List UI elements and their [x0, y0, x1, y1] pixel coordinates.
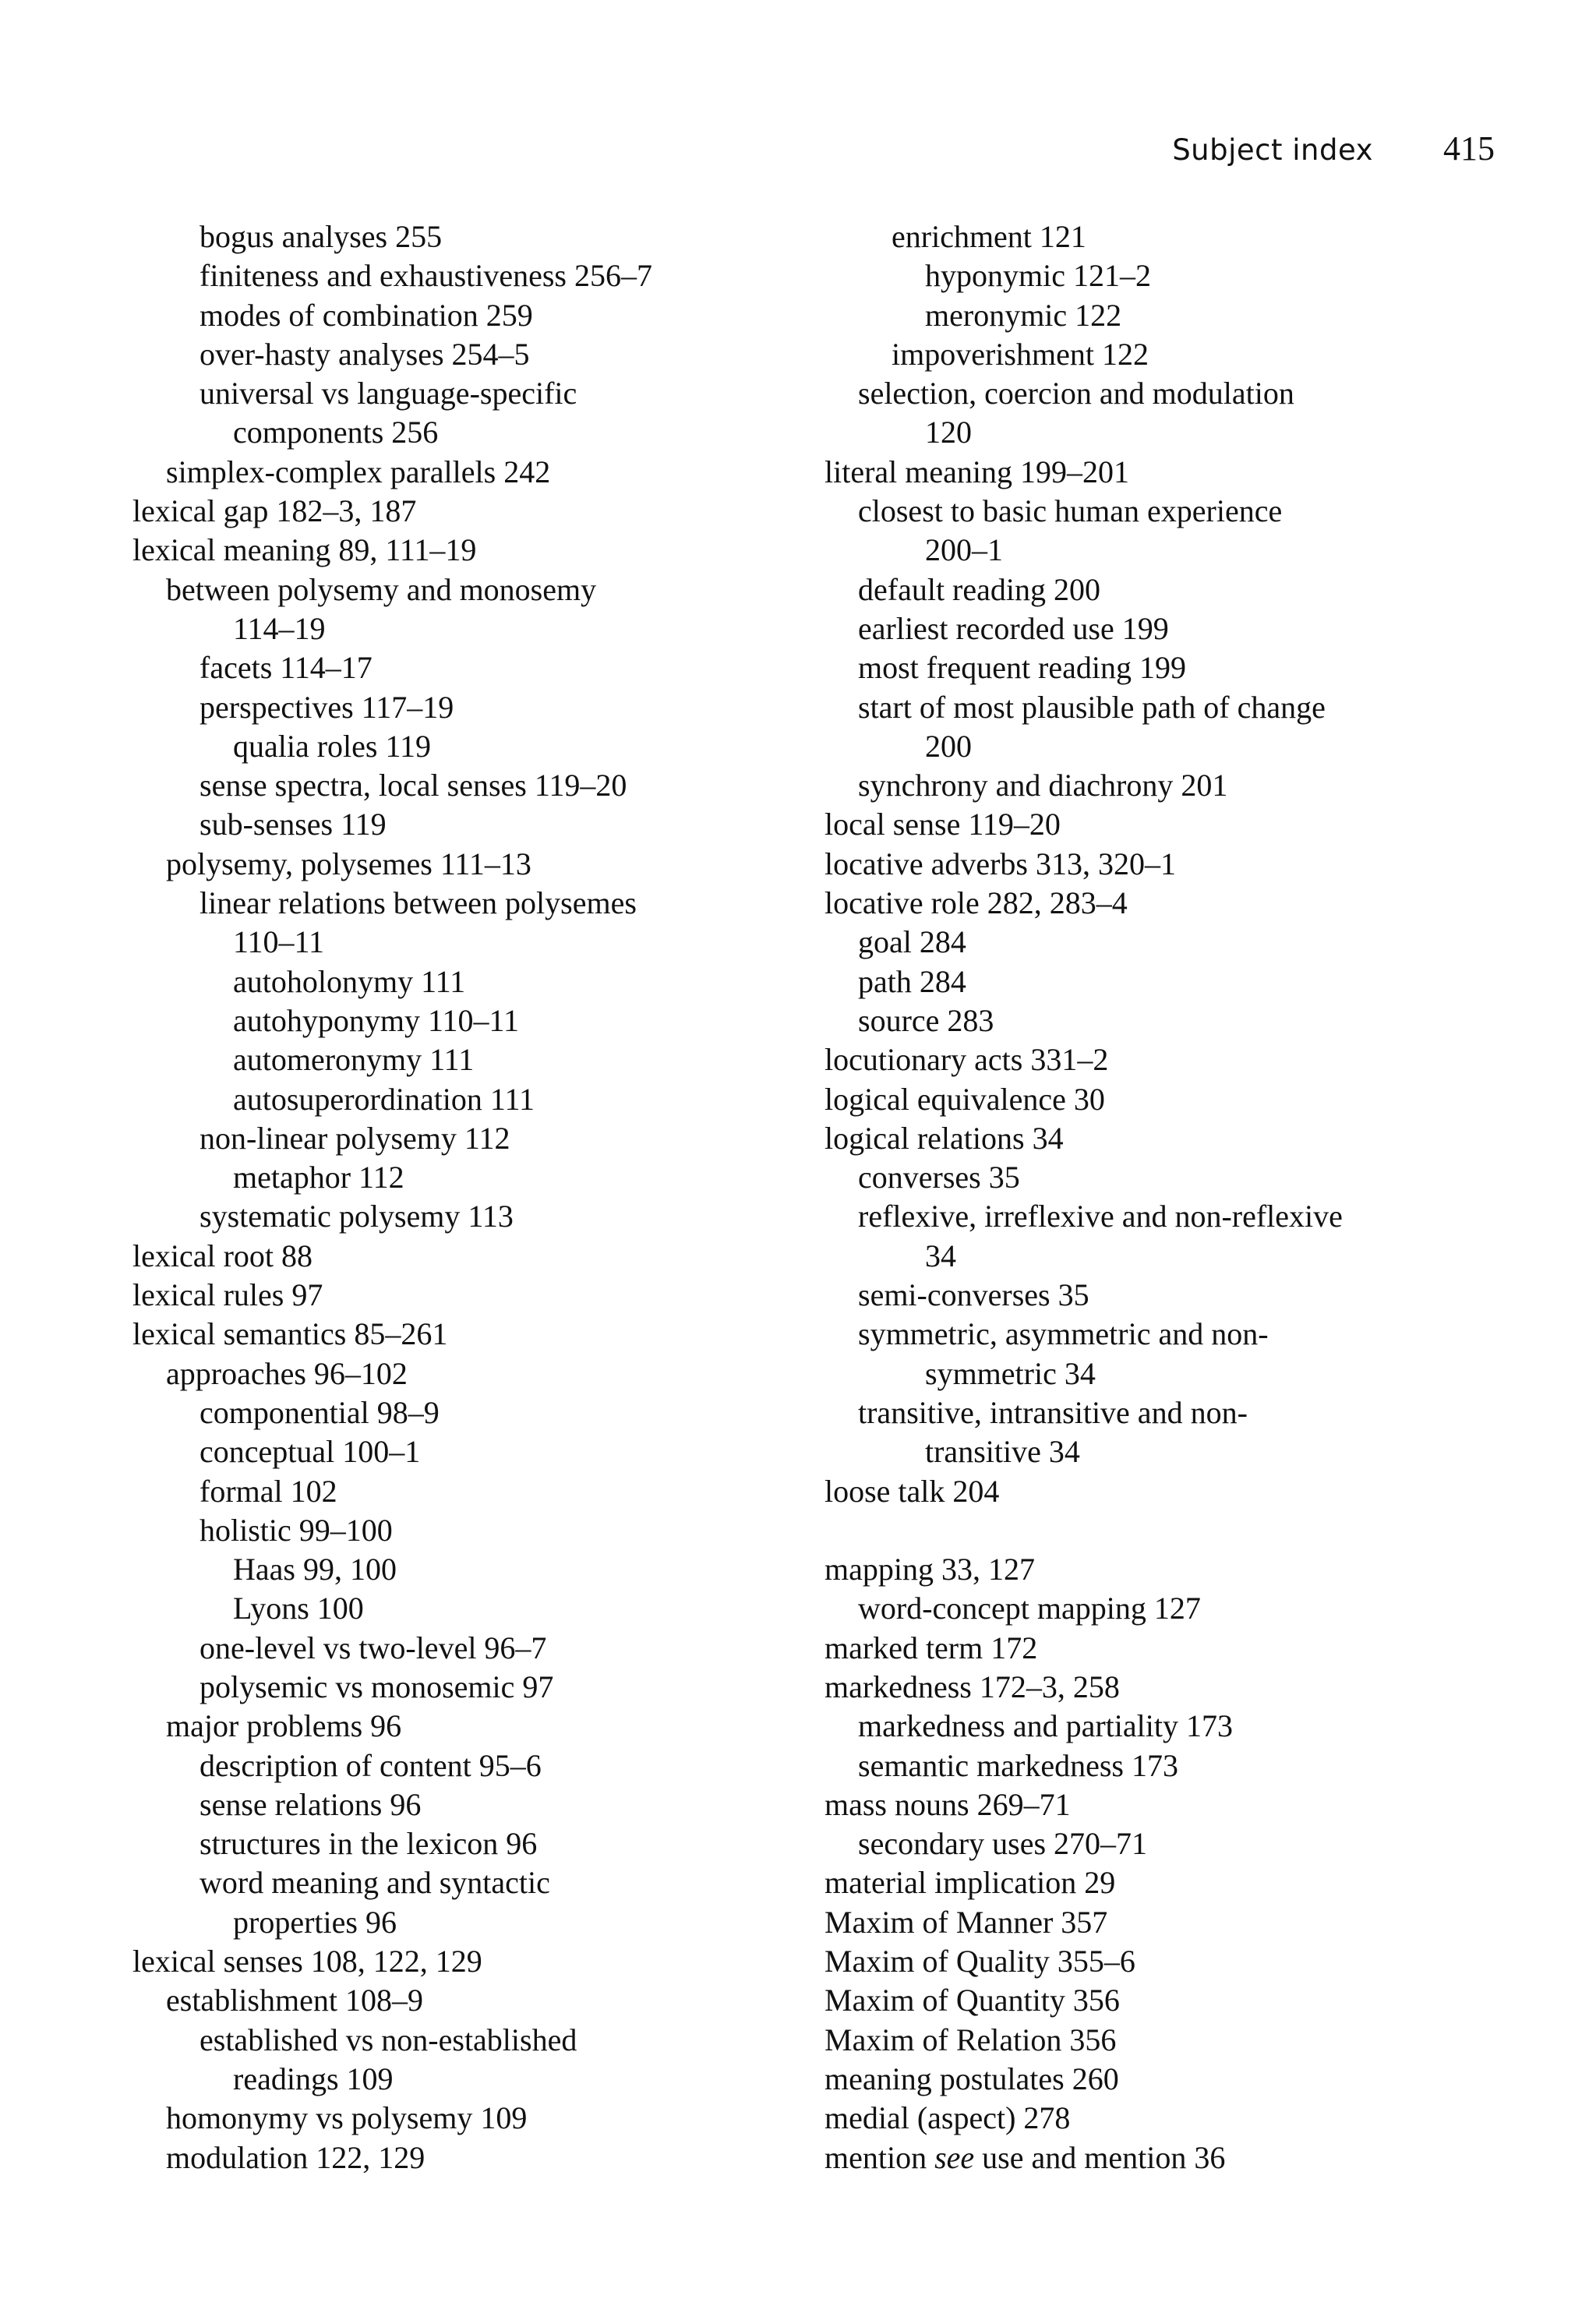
- index-entry-text: over-hasty analyses 254–5: [200, 336, 530, 372]
- index-entry: [824, 766, 1448, 805]
- index-entry-text: lexical gap 182–3, 187: [132, 493, 417, 529]
- index-entry: [824, 335, 1448, 374]
- index-entry-text: locutionary acts 331–2: [824, 1042, 1109, 1078]
- index-entry-text: logical relations 34: [824, 1120, 1064, 1156]
- index-entry-text: Maxim of Quality 355–6: [824, 1944, 1135, 1979]
- index-entry: [132, 1942, 756, 1981]
- page-number: 415: [1443, 129, 1495, 168]
- index-entry-text: semantic markedness 173: [858, 1747, 1178, 1783]
- index-entry-text: readings 109: [233, 2061, 394, 2096]
- index-entry: [132, 1393, 756, 1432]
- index-entry-text: markedness and partiality 173: [858, 1708, 1233, 1744]
- index-entry-text: converses 35: [858, 1160, 1020, 1195]
- index-entry: [824, 609, 1448, 648]
- index-entry: [132, 1080, 756, 1119]
- index-entry: [132, 1432, 756, 1471]
- index-entry: [132, 1001, 756, 1040]
- index-entry-text: modulation 122, 129: [166, 2139, 425, 2175]
- index-entry: [824, 256, 1448, 295]
- index-entry: [132, 492, 756, 531]
- index-entry-text: autoholonymy 111: [233, 963, 466, 999]
- index-entry: [132, 1629, 756, 1668]
- index-entry-text: automeronymy 111: [233, 1042, 475, 1078]
- index-entry: [132, 1276, 756, 1315]
- index-entry: [132, 648, 756, 687]
- index-entry: [824, 1589, 1448, 1628]
- index-entry-text: components 256: [233, 415, 439, 450]
- index-entry-text: meronymic 122: [925, 297, 1122, 333]
- index-entry: [132, 2099, 756, 2138]
- index-entry: [132, 2060, 756, 2099]
- index-entry-text: word-concept mapping 127: [858, 1591, 1201, 1626]
- index-entry-text: between polysemy and monosemy: [166, 571, 597, 607]
- index-entry-text: description of content 95–6: [200, 1747, 542, 1783]
- index-entry: [824, 374, 1448, 413]
- index-entry-text: universal vs language-specific: [200, 376, 577, 411]
- index-entry: [132, 2138, 756, 2177]
- index-entry: [824, 1237, 1448, 1276]
- index-entry-text: approaches 96–102: [166, 1355, 408, 1391]
- index-entry-text: facets 114–17: [200, 650, 373, 686]
- index-entry: [824, 570, 1448, 609]
- index-entry: [824, 648, 1448, 687]
- index-entry-text: material implication 29: [824, 1865, 1116, 1901]
- index-entry-text: closest to basic human experience: [858, 493, 1283, 529]
- index-entry: [824, 413, 1448, 452]
- index-entry: [824, 1981, 1448, 2020]
- index-entry: [132, 1511, 756, 1550]
- index-entry: [132, 1119, 756, 1158]
- index-entry-text: markedness 172–3, 258: [824, 1669, 1120, 1704]
- index-entry: [132, 296, 756, 335]
- index-entry: [132, 453, 756, 492]
- index-entry-text: reflexive, irreflexive and non-reflexive: [858, 1199, 1343, 1234]
- index-entry: [132, 1746, 756, 1785]
- index-entry-text: semi-converses 35: [858, 1277, 1089, 1313]
- index-entry-text: marked term 172: [824, 1630, 1038, 1665]
- index-entry-text: 200: [925, 728, 972, 764]
- index-entry: [824, 217, 1448, 256]
- index-entry-text: qualia roles 119: [233, 728, 432, 764]
- index-entry-text: mapping 33, 127: [824, 1552, 1035, 1587]
- index-entry: [132, 1707, 756, 1746]
- index-entry-text: lexical root 88: [132, 1238, 313, 1273]
- index-entry-text: enrichment 121: [892, 219, 1086, 254]
- index-entry: [132, 531, 756, 570]
- index-entry: [824, 1040, 1448, 1079]
- index-entry-text: 200–1: [925, 532, 1003, 568]
- index-column-right: [824, 217, 1448, 2177]
- index-entry: [132, 609, 756, 648]
- index-entry-text: locative role 282, 283–4: [824, 885, 1128, 921]
- index-entry: [824, 1824, 1448, 1863]
- index-entry-text: most frequent reading 199: [858, 650, 1186, 686]
- index-entry: [824, 1393, 1448, 1432]
- index-entry-text: structures in the lexicon 96: [200, 1826, 538, 1862]
- index-entry-text: Maxim of Manner 357: [824, 1904, 1108, 1940]
- index-entry-text: one-level vs two-level 96–7: [200, 1630, 547, 1665]
- index-entry: [132, 1158, 756, 1197]
- index-entry: [824, 1354, 1448, 1393]
- index-entry-text: synchrony and diachrony 201: [858, 768, 1228, 803]
- index-entry: [824, 1785, 1448, 1824]
- index-entry: [132, 335, 756, 374]
- index-entry-text: sense spectra, local senses 119–20: [200, 768, 627, 803]
- index-entry: [132, 1981, 756, 2020]
- index-entry: [824, 1080, 1448, 1119]
- index-entry-text: default reading 200: [858, 571, 1100, 607]
- index-entry-text: medial (aspect) 278: [824, 2100, 1071, 2136]
- index-entry-text: holistic 99–100: [200, 1512, 393, 1548]
- index-entry-text: properties 96: [233, 1904, 397, 1940]
- index-entry: [824, 688, 1448, 727]
- index-entry-text: hyponymic 121–2: [925, 258, 1151, 294]
- index-entry-text: systematic polysemy 113: [200, 1199, 514, 1234]
- index-entry-text: start of most plausible path of change: [858, 689, 1326, 725]
- index-entry-text: bogus analyses 255: [200, 219, 443, 254]
- running-head: Subject index: [1172, 133, 1373, 167]
- index-entry-text: word meaning and syntactic: [200, 1865, 550, 1901]
- index-entry: [132, 1315, 756, 1354]
- index-entry-text: metaphor 112: [233, 1160, 404, 1195]
- index-entry: [132, 256, 756, 295]
- index-entry: [132, 1550, 756, 1589]
- index-entry-text: mass nouns 269–71: [824, 1786, 1071, 1822]
- index-entry: [132, 1903, 756, 1942]
- index-entry: [132, 962, 756, 1001]
- index-entry: [132, 1824, 756, 1863]
- index-entry-text: 120: [925, 415, 972, 450]
- index-entry: [824, 1668, 1448, 1707]
- index-entry: [824, 1315, 1448, 1354]
- index-entry-text: simplex-complex parallels 242: [166, 454, 551, 489]
- index-entry-text: autohyponymy 110–11: [233, 1002, 520, 1038]
- index-entry: [132, 374, 756, 413]
- index-entry-text: earliest recorded use 199: [858, 610, 1169, 646]
- index-entry: [824, 1432, 1448, 1471]
- index-entry: [824, 1863, 1448, 1902]
- index-entry-text: autosuperordination 111: [233, 1081, 535, 1117]
- index-entry-text: homonymy vs polysemy 109: [166, 2100, 528, 2136]
- index-column-left: [132, 217, 756, 2177]
- index-entry-text: transitive, intransitive and non-: [858, 1394, 1248, 1430]
- index-entry-text: logical equivalence 30: [824, 1081, 1105, 1117]
- index-entry: [824, 1158, 1448, 1197]
- index-entry: [132, 1237, 756, 1276]
- index-entry: [824, 1903, 1448, 1942]
- index-entry: [132, 845, 756, 884]
- index-entry-text: lexical semantics 85–261: [132, 1316, 448, 1352]
- index-entry: [824, 492, 1448, 531]
- index-entry: [824, 1001, 1448, 1040]
- index-entry: [824, 727, 1448, 766]
- index-entry-text: established vs non-established: [200, 2022, 577, 2057]
- index-entry: [824, 2021, 1448, 2060]
- index-entry-text: conceptual 100–1: [200, 1434, 421, 1470]
- index-entry: [824, 805, 1448, 844]
- index-entry-text: impoverishment 122: [892, 336, 1149, 372]
- index-entry: [824, 1197, 1448, 1236]
- index-entry-text: finiteness and exhaustiveness 256–7: [200, 258, 652, 294]
- index-entry-text: mention: [824, 2139, 927, 2175]
- index-entry: [824, 1550, 1448, 1589]
- index-entry: [824, 962, 1448, 1001]
- index-entry-text: Maxim of Relation 356: [824, 2022, 1117, 2057]
- index-entry: [132, 688, 756, 727]
- index-entry-text: loose talk 204: [824, 1473, 1000, 1509]
- index-entry: [824, 1629, 1448, 1668]
- index-entry: [824, 1942, 1448, 1981]
- page-header: [1172, 129, 1495, 168]
- index-entry: [132, 884, 756, 923]
- index-entry-text: literal meaning 199–201: [824, 454, 1130, 489]
- index-entry: [132, 805, 756, 844]
- index-entry-text: lexical rules 97: [132, 1277, 323, 1313]
- index-entry: [132, 766, 756, 805]
- index-entry-text: locative adverbs 313, 320–1: [824, 846, 1176, 881]
- index-entry: [824, 1472, 1448, 1511]
- index-entry: [824, 1276, 1448, 1315]
- index-entry-text: secondary uses 270–71: [858, 1826, 1148, 1862]
- index-entry: [132, 1354, 756, 1393]
- index-entry-text: Haas 99, 100: [233, 1552, 397, 1587]
- index-entry-text: Maxim of Quantity 356: [824, 1983, 1120, 2018]
- index-entry: [824, 845, 1448, 884]
- index-entry: [132, 923, 756, 962]
- index-entry: [824, 923, 1448, 962]
- index-entry: [132, 217, 756, 256]
- index-entry-text: sub-senses 119: [200, 807, 387, 842]
- index-entry: [132, 1197, 756, 1236]
- index-entry: [824, 1746, 1448, 1785]
- index-entry-text: path 284: [858, 963, 966, 999]
- index-entry: [132, 1785, 756, 1824]
- index-entry-text: componential 98–9: [200, 1394, 440, 1430]
- index-entry-text: symmetric, asymmetric and non-: [858, 1316, 1269, 1352]
- index-entry-text: meaning postulates 260: [824, 2061, 1119, 2096]
- index-entry-text: local sense 119–20: [824, 807, 1061, 842]
- index-section-gap: [824, 1511, 1448, 1550]
- cross-reference-target: use and mention 36: [982, 2139, 1226, 2175]
- index-entry: [132, 1040, 756, 1079]
- index-entry-text: lexical senses 108, 122, 129: [132, 1944, 482, 1979]
- index-entry-text: linear relations between polysemes: [200, 885, 637, 921]
- index-entry: [132, 1863, 756, 1902]
- index-entry-text: 114–19: [233, 610, 326, 646]
- index-entry-text: polysemic vs monosemic 97: [200, 1669, 554, 1704]
- index-entry-text: lexical meaning 89, 111–19: [132, 532, 477, 568]
- index-entry: [824, 296, 1448, 335]
- index-entry: [824, 1707, 1448, 1746]
- index-entry-text: major problems 96: [166, 1708, 402, 1744]
- index-entry: [824, 531, 1448, 570]
- index-entry-text: 110–11: [233, 924, 325, 960]
- index-entry-text: 34: [925, 1238, 956, 1273]
- index-entry-text: source 283: [858, 1002, 994, 1038]
- index-entry: [824, 2099, 1448, 2138]
- index-entry: [132, 1472, 756, 1511]
- index-entry: [824, 884, 1448, 923]
- index-entry-text: sense relations 96: [200, 1786, 422, 1822]
- index-entry-text: formal 102: [200, 1473, 337, 1509]
- index-entry: [132, 1668, 756, 1707]
- index-entry-text: perspectives 117–19: [200, 689, 454, 725]
- index-entry: [132, 2021, 756, 2060]
- index-entry-text: Lyons 100: [233, 1591, 364, 1626]
- index-entry: [824, 2060, 1448, 2099]
- index-entry: [132, 1589, 756, 1628]
- index-entry: [824, 453, 1448, 492]
- index-entry-text: selection, coercion and modulation: [858, 376, 1294, 411]
- index-entry-text: establishment 108–9: [166, 1983, 423, 2018]
- index-entry-text: goal 284: [858, 924, 966, 960]
- index-entry-text: symmetric 34: [925, 1355, 1096, 1391]
- index-entry: [824, 2138, 1448, 2177]
- index-entry-text: non-linear polysemy 112: [200, 1120, 510, 1156]
- index-entry-text: polysemy, polysemes 111–13: [166, 846, 531, 881]
- cross-reference-see: see: [934, 2139, 975, 2175]
- index-entry: [132, 570, 756, 609]
- index-entry: [132, 413, 756, 452]
- index-entry: [824, 1119, 1448, 1158]
- index-entry: [132, 727, 756, 766]
- index-entry-text: transitive 34: [925, 1434, 1080, 1470]
- index-entry-text: modes of combination 259: [200, 297, 533, 333]
